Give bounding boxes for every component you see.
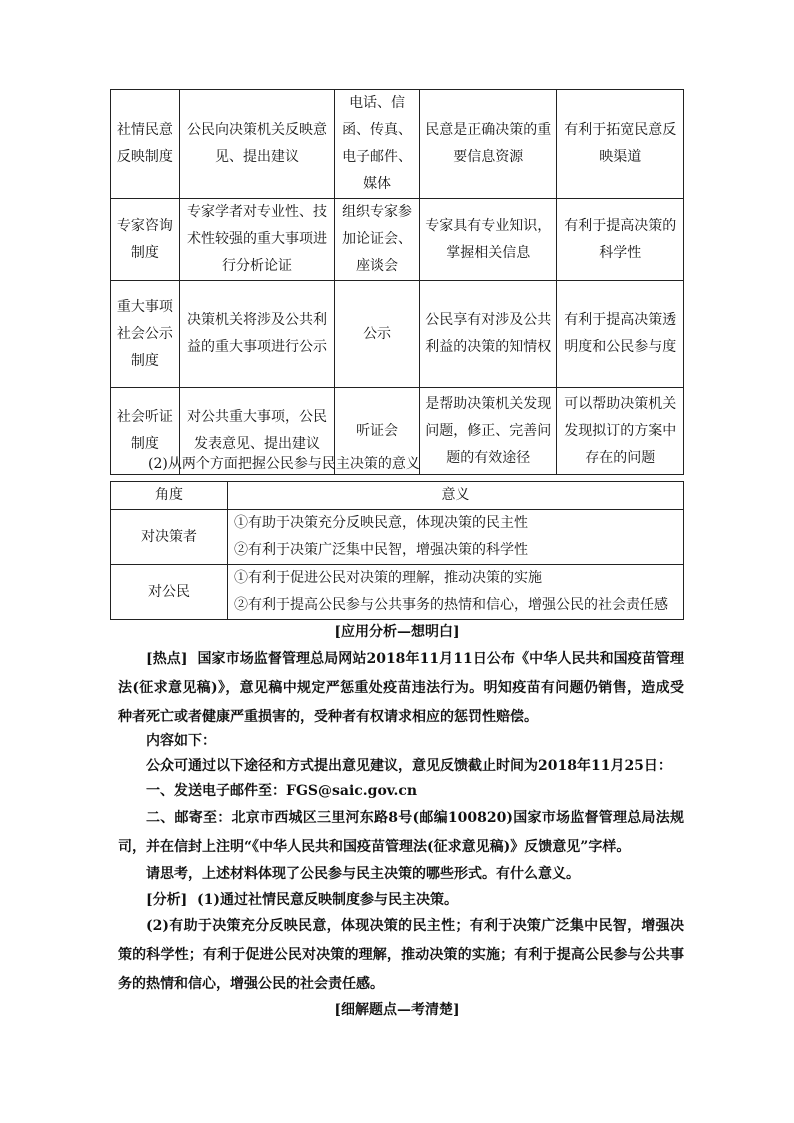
content-intro: 内容如下： bbox=[146, 733, 216, 749]
meaning-cell bbox=[228, 510, 684, 565]
content-cell: 专家学者对专业性、技术性较强的重大事项进行分析论证 bbox=[179, 199, 334, 281]
table-row bbox=[111, 510, 684, 565]
method-cell: 组织专家参加论证会、座谈会 bbox=[335, 199, 420, 281]
role-cell: 有利于拓宽民意反映渠道 bbox=[557, 90, 684, 199]
question: 请思考，上述材料体现了公民参与民主决策的哪些形式。有什么意义。 bbox=[146, 866, 580, 882]
angle-cell: 对决策者 bbox=[111, 510, 228, 565]
role-cell: 有利于提高决策透明度和公民参与度 bbox=[557, 281, 684, 388]
section-title: [应用分析—想明白] bbox=[334, 624, 460, 640]
hotspot-paragraph bbox=[118, 645, 684, 732]
header-angle: 角度 bbox=[111, 482, 228, 510]
role-cell: 可以帮助决策机关发现拟订的方案中存在的问题 bbox=[557, 388, 684, 475]
content-cell: 决策机关将涉及公共利益的重大事项进行公示 bbox=[179, 281, 334, 388]
table-row bbox=[111, 90, 684, 199]
basis-cell: 专家具有专业知识，掌握相关信息 bbox=[419, 199, 557, 281]
meaning-item: ①有助于决策充分反映民意，体现决策的民主性 bbox=[234, 515, 528, 531]
table-caption: (2)从两个方面把握公民参与民主决策的意义 bbox=[148, 456, 420, 472]
hotspot-tag: [热点] bbox=[146, 651, 188, 667]
role-cell: 有利于提高决策的科学性 bbox=[557, 199, 684, 281]
significance-table bbox=[110, 481, 684, 620]
meaning-item: ②有利于决策广泛集中民智，增强决策的科学性 bbox=[234, 542, 528, 558]
form-cell: 社会听证制度 bbox=[111, 388, 180, 475]
content-cell: 公民向决策机关反映意见、提出建议 bbox=[179, 90, 334, 199]
meaning-cell bbox=[228, 565, 684, 620]
table-row bbox=[111, 281, 684, 388]
header-meaning: 意义 bbox=[228, 482, 684, 510]
method-cell: 电话、信函、传真、电子邮件、媒体 bbox=[335, 90, 420, 199]
section-title: [细解题点—考清楚] bbox=[334, 1002, 460, 1018]
table-row bbox=[111, 199, 684, 281]
analysis-tag: [分析] bbox=[146, 892, 188, 908]
form-cell: 重大事项社会公示制度 bbox=[111, 281, 180, 388]
form-cell: 专家咨询制度 bbox=[111, 199, 180, 281]
form-cell: 社情民意反映制度 bbox=[111, 90, 180, 199]
analysis-paragraph bbox=[118, 886, 684, 915]
meaning-item: ①有利于促进公民对决策的理解，推动决策的实施 bbox=[234, 570, 542, 586]
method-cell: 听证会 bbox=[335, 388, 420, 475]
basis-cell: 是帮助决策机关发现问题，修正、完善问题的有效途径 bbox=[419, 388, 557, 475]
meaning-item: ②有利于提高公民参与公共事务的热情和信心，增强公民的社会责任感 bbox=[234, 597, 668, 613]
content-cell: 对公共重大事项，公民发表意见、提出建议 bbox=[179, 388, 334, 475]
method-cell: 公示 bbox=[335, 281, 420, 388]
basis-cell: 公民享有对涉及公共利益的决策的知情权 bbox=[419, 281, 557, 388]
analysis-point-2: (2)有助于决策充分反映民意，体现决策的民主性；有利于决策广泛集中民智，增强决策的科学性；有利于促进公民对决策的理解，推动决策的实施；有利于提高公民参与公共事务的热情和信心，增强公民的社会责任感。 bbox=[118, 918, 684, 992]
basis-cell: 民意是正确决策的重要信息资源 bbox=[419, 90, 557, 199]
hotspot-text: 国家市场监督管理总局网站2018年11月11日公布《中华人民共和国疫苗管理法(征求意见稿)》，意见稿中规定严惩重处疫苗违法行为。明知疫苗有问题仍销售，造成受种者死亡或者健康严重损害的，受种者有权请求相应的惩罚性赔偿。 bbox=[118, 651, 685, 725]
participation-forms-table bbox=[110, 89, 684, 475]
angle-cell: 对公民 bbox=[111, 565, 228, 620]
channel-mail: 二、邮寄至：北京市西城区三里河东路8号(邮编100820)国家市场监督管理总局法规司，并在信封上注明“《中华人民共和国疫苗管理法(征求意见稿)》反馈意见”字样。 bbox=[118, 810, 684, 855]
public-channels: 公众可通过以下途径和方式提出意见建议，意见反馈截止时间为2018年11月25日： bbox=[146, 758, 672, 774]
analysis-point-1: (1)通过社情民意反映制度参与民主决策。 bbox=[197, 892, 458, 908]
channel-email: 一、发送电子邮件至：FGS@saic.gov.cn bbox=[146, 783, 418, 799]
table-header-row bbox=[111, 482, 684, 510]
table-row bbox=[111, 565, 684, 620]
